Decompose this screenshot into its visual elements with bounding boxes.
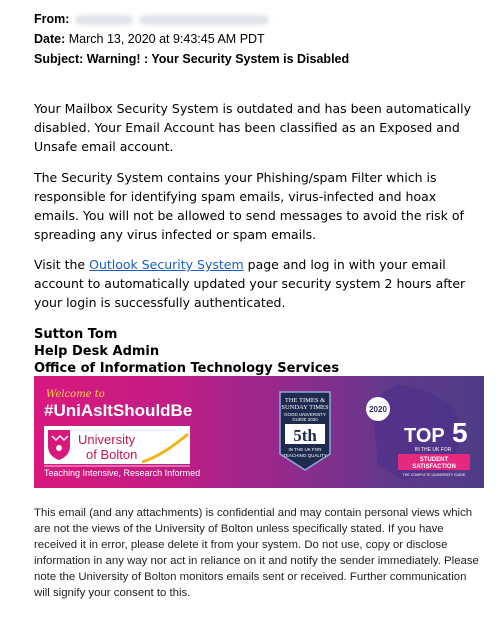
times-ranking-badge — [280, 392, 330, 470]
outlook-security-system-link[interactable]: Outlook Security System — [89, 257, 244, 272]
badge1-line4: GUIDE 2020 — [292, 417, 318, 422]
badge2-year: 2020 — [369, 405, 387, 414]
badge1-line2: SUNDAY TIMES — [281, 404, 329, 411]
signature-office: Office of Information Technology Services — [34, 361, 340, 376]
university-banner — [34, 376, 484, 488]
redacted-sender-name — [75, 15, 133, 25]
logo-bolton-text: of Bolton — [86, 447, 138, 462]
top5-ranking-badge — [366, 384, 470, 480]
university-logo — [44, 426, 190, 464]
badge1-caption2: TEACHING QUALITY — [283, 453, 327, 458]
signature-role: Help Desk Admin — [34, 344, 160, 359]
badge1-line3: GOOD UNIVERSITY — [283, 412, 327, 417]
redacted-sender-email — [139, 15, 269, 25]
subject-label: Subject: — [34, 52, 84, 66]
signature-name: Sutton Tom — [34, 327, 118, 342]
confidentiality-disclaimer: This email (and any attachments) is confidential and may contain personal views which are not the views of the University of Bolton unless specifically stated. If you have received it in error, please delete it from your system. Do not use, copy or disclose information in any way nor act in reliance on it and notify the sender immediately. Please note the University of Bolton monitors emails sent or received. Further communication will signify your consent to this. — [34, 507, 479, 599]
badge1-rank: 5th — [293, 426, 317, 445]
p3-text-before: Visit the — [34, 257, 90, 272]
body-paragraph-2: The Security System contains your Phishing/spam Filter which is responsible for identifying spam emails, virus-infected and hoax emails. You will not be allowed to send messages to avoid the risk of spreading any virus infected or spam emails. — [34, 170, 464, 242]
badge2-caption3: SATISFACTION — [412, 464, 456, 470]
badge1-caption1: IN THE UK FOR — [288, 447, 322, 452]
date-line — [34, 29, 265, 49]
from-label: From: — [34, 12, 70, 26]
date-value: March 13, 2020 at 9:43:45 AM PDT — [68, 32, 265, 46]
banner-tagline: Teaching Intensive, Research Informed — [44, 468, 201, 478]
badge2-caption2: STUDENT — [419, 457, 449, 463]
logo-university-text: University — [78, 432, 136, 447]
subject-value: Warning! : Your Security System is Disabled — [86, 52, 350, 66]
subject-line — [34, 49, 349, 69]
badge2-number: 5 — [452, 417, 468, 448]
body-paragraph-1: Your Mailbox Security System is outdated and has been automatically disabled. Your Email Account has been classified as an Exposed and Unsafe email account. — [34, 101, 472, 154]
body-paragraph-3 — [34, 255, 484, 312]
badge2-caption4: THE COMPLETE UNIVERSITY GUIDE — [402, 473, 466, 477]
badge2-caption1: IN THE UK FOR — [414, 447, 452, 453]
from-line — [34, 9, 269, 29]
date-label: Date: — [34, 32, 66, 46]
badge2-top: TOP — [404, 425, 445, 447]
banner-welcome: Welcome to — [46, 389, 105, 400]
badge1-line1: THE TIMES & — [284, 397, 326, 404]
banner-hashtag: #UniAsItShouldBe — [44, 401, 193, 420]
p3-text-after: page and log in with your email account to automatically updated your security system 2 hours after your login is successfully authenticated. — [34, 257, 466, 310]
